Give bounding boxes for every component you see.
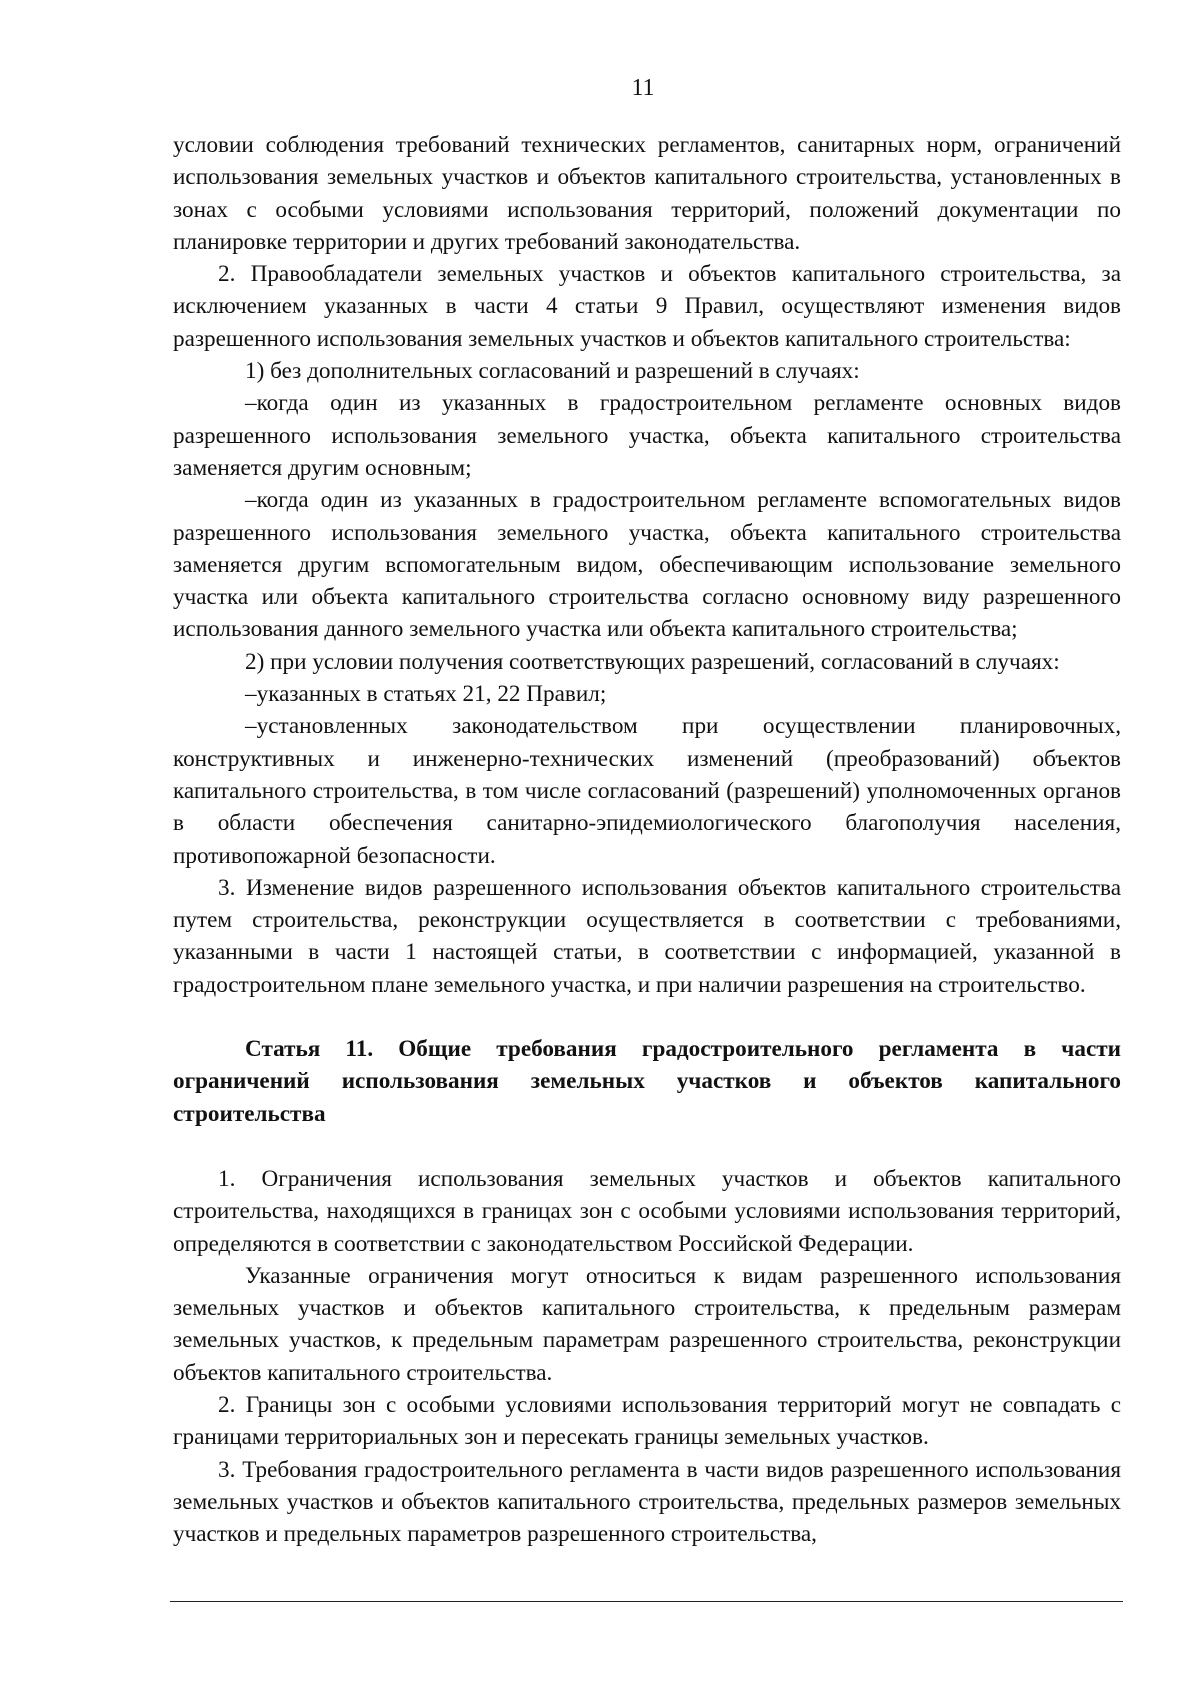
list-item: –когда один из указанных в градостроительном регламенте основных видов разрешенного использования земельного участка, объекта капитального строительства заменяется другим основным; [173, 390, 1121, 481]
paragraph: 3. Требования градостроительного регламента в части видов разрешенного использования земельных участков и объектов капитального строительства, предельных размеров земельных участков и предельных параметров разрешенного строительства, [173, 1456, 1121, 1548]
paragraph: 2. Правообладатели земельных участков и объектов капитального строительства, за исключением указанных в части 4 статьи 9 Правил, осуществляют изменения видов разрешенного использования земельных участков и объектов капитального строительства: [173, 261, 1121, 352]
paragraph: 2. Границы зон с особыми условиями использования территорий могут не совпадать с границами территориальных зон и пересекать границы земельных участков. [173, 1391, 1121, 1451]
list-item: 1) без дополнительных согласований и разрешений в случаях: [245, 358, 860, 385]
page-number: 11 [631, 75, 655, 101]
list-item: –установленных законодательством при осуществлении планировочных, конструктивных и инженерно-технических изменений (преобразований) объектов капитального строительства, в том числе согласований (разрешений) уполномоченных органов в области обеспечения санитарно-эпидемиологического благополучия населения, противопожарной безопасности. [173, 713, 1121, 869]
list-item: –указанных в статьях 21, 22 Правил; [245, 681, 607, 708]
paragraph: Указанные ограничения могут относиться к видам разрешенного использования земельных участков и объектов капитального строительства, к предельным размерам земельных участков, к предельным параметрам разрешенного строительства, реконструкции объектов капитального строительства. [173, 1262, 1121, 1386]
paragraph: 3. Изменение видов разрешенного использования объектов капитального строительства путем строительства, реконструкции осуществляется в соответствии с требованиями, указанными в части 1 настоящей статьи, в соответствии с информацией, указанной в градостроительном плане земельного участка, и при наличии разрешения на строительство. [173, 874, 1121, 998]
article-heading: Статья 11. Общие требования градостроительного регламента в части ограничений использования земельных участков и объектов капитального строительства [173, 1036, 1121, 1127]
paragraph: условии соблюдения требований технических регламентов, санитарных норм, ограничений использования земельных участков и объектов капитального строительства, установленных в зонах с особыми условиями использования территорий, положений документации по планировке территории и других требований законодательства. [173, 132, 1121, 255]
paragraph: 1. Ограничения использования земельных участков и объектов капитального строительства, находящихся в границах зон с особыми условиями использования территорий, определяются в соответствии с законодательством Российской Федерации. [173, 1165, 1121, 1257]
document-body [173, 129, 1121, 1550]
list-item: 2) при условии получения соответствующих разрешений, согласований в случаях: [245, 648, 1060, 675]
footer-divider [170, 1601, 1123, 1602]
list-item: –когда один из указанных в градостроительном регламенте вспомогательных видов разрешенного использования земельного участка, объекта капитального строительства заменяется другим вспомогательным видом, обеспечивающим использование земельного участка или объекта капитального строительства согласно основному виду разрешенного использования данного земельного участка или объекта капитального строительства; [173, 487, 1121, 643]
